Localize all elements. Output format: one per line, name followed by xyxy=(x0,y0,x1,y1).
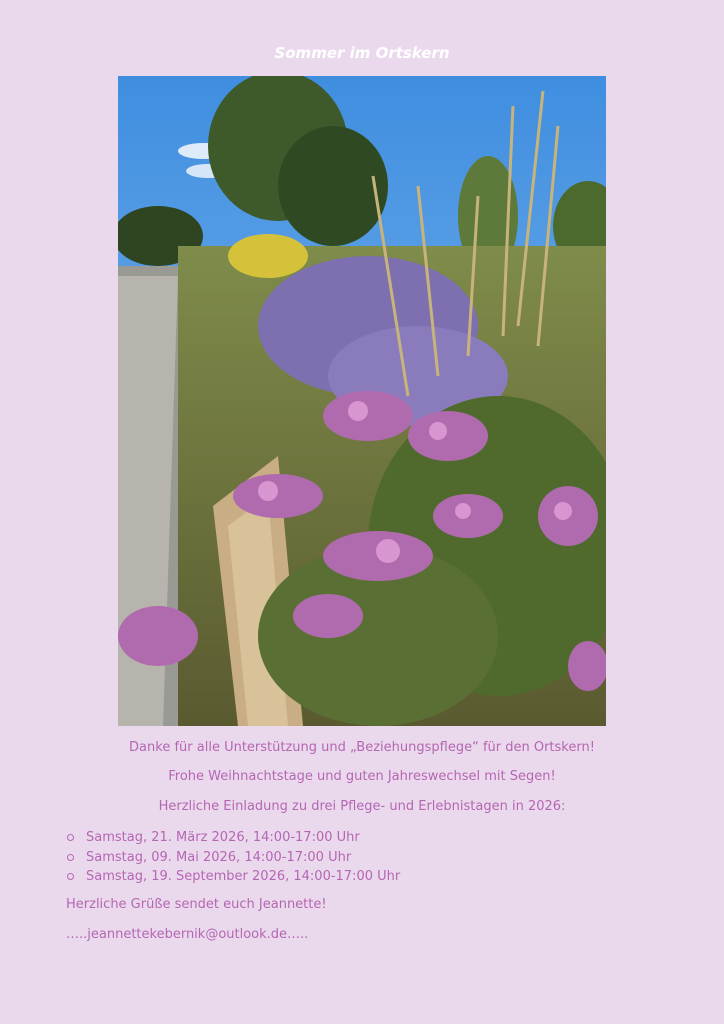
flower-bed-photo xyxy=(118,76,606,726)
circle-bullet-icon xyxy=(67,873,74,880)
date-text: Samstag, 21. März 2026, 14:00-17:00 Uhr xyxy=(86,830,360,845)
page-title: Sommer im Ortskern xyxy=(274,44,450,62)
invitation-line: Herzliche Einladung zu drei Pflege- und Erlebnistagen in 2026: xyxy=(158,799,566,814)
date-text: Samstag, 19. September 2026, 14:00-17:00 Uhr xyxy=(86,869,401,884)
list-item xyxy=(66,867,400,887)
dates-list xyxy=(66,828,400,887)
circle-bullet-icon xyxy=(67,854,74,861)
wishes-line: Frohe Weihnachtstage und guten Jahreswechsel mit Segen! xyxy=(168,769,556,784)
greeting-line: Herzliche Grüße sendet euch Jeannette! xyxy=(66,897,327,912)
circle-bullet-icon xyxy=(67,834,74,841)
list-item xyxy=(66,848,400,868)
date-text: Samstag, 09. Mai 2026, 14:00-17:00 Uhr xyxy=(86,849,352,865)
email-link[interactable]: …..jeannettekebernik@outlook.de….. xyxy=(66,927,309,942)
thanks-line: Danke für alle Unterstützung und „Beziehungspflege“ für den Ortskern! xyxy=(129,740,595,755)
list-item xyxy=(66,828,400,848)
